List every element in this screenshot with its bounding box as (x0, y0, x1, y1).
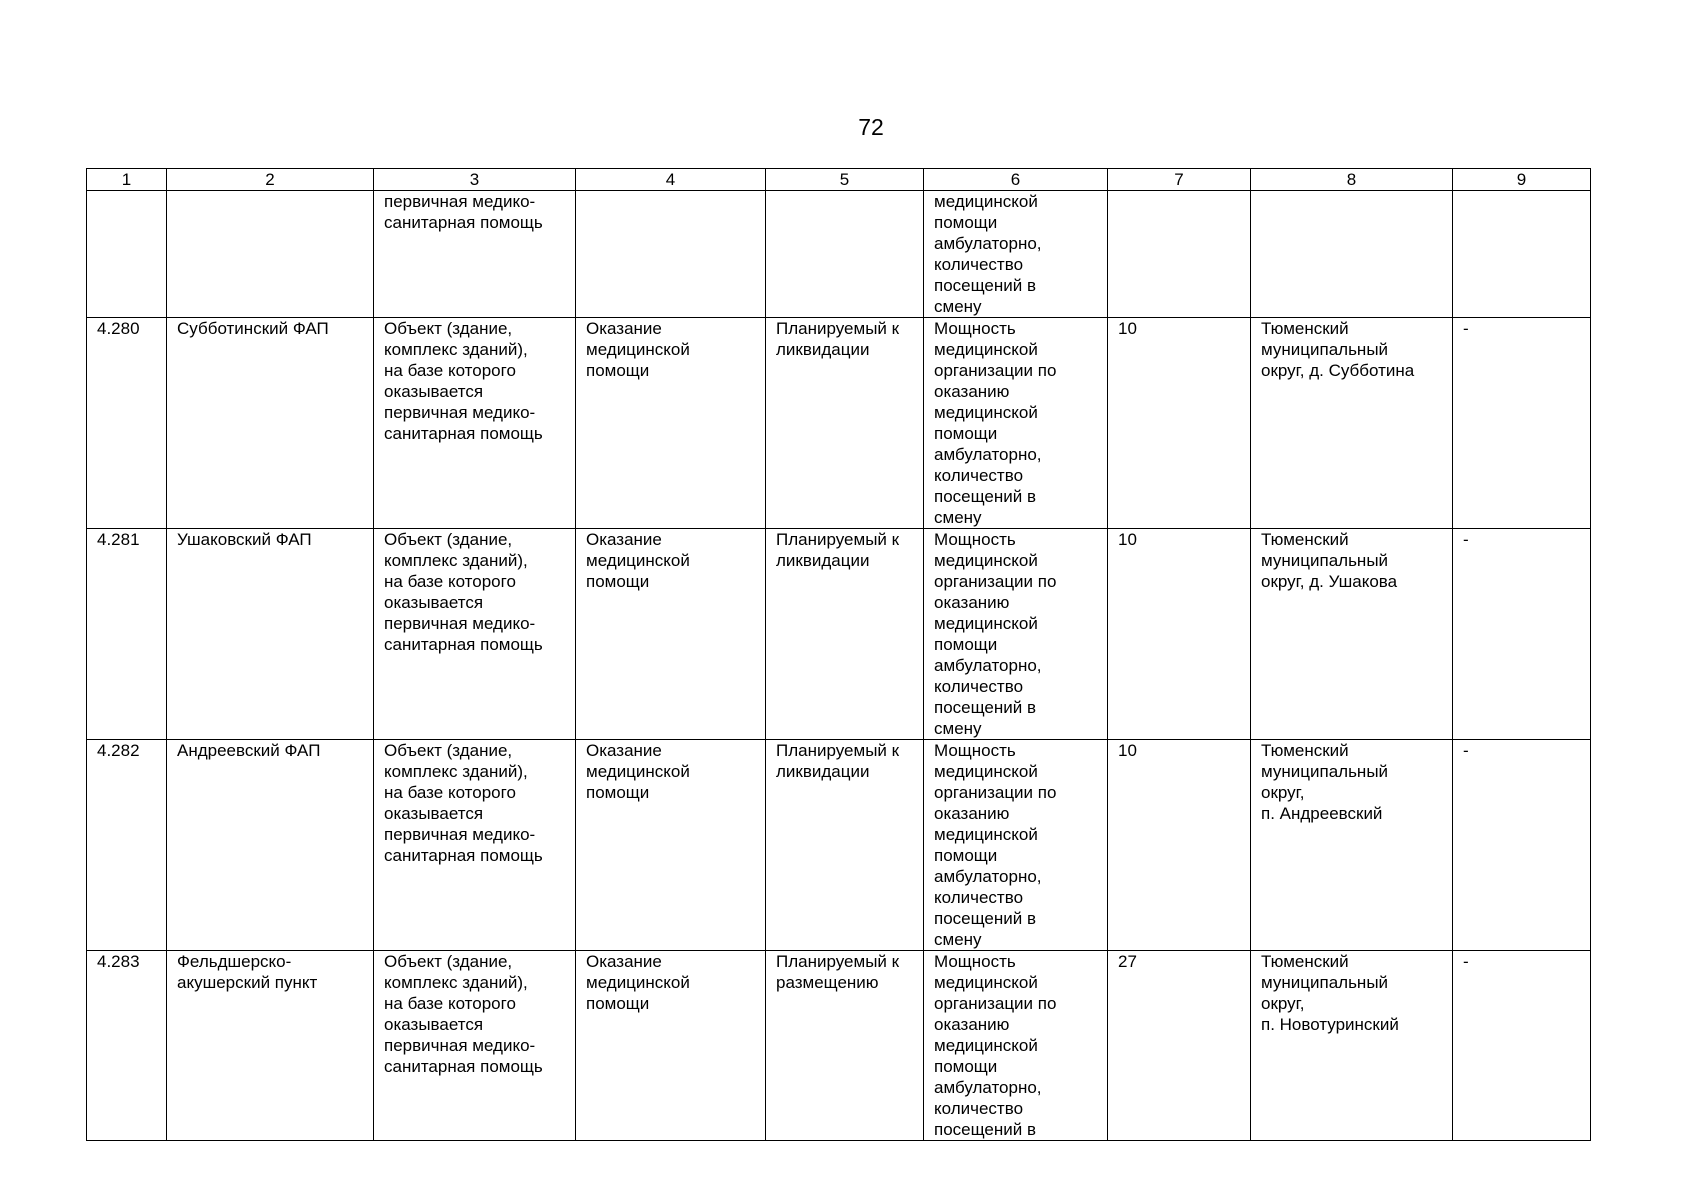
row-number-cell: 4.281 (87, 529, 167, 740)
object-zone-cell: - (1453, 318, 1591, 529)
cell-text-line: Тюменский (1261, 741, 1349, 760)
column-number-header-row (87, 169, 1591, 191)
table-row (87, 951, 1591, 1141)
object-value-cell: 10 (1108, 318, 1251, 529)
object-status-cell (766, 529, 924, 740)
object-type-cell (374, 529, 576, 740)
column-number-header: 3 (374, 169, 576, 191)
cell-text-line: санитарная помощь (384, 213, 543, 232)
object-value-cell: 27 (1108, 951, 1251, 1141)
cell-text-line: Объект (здание, (384, 319, 513, 338)
object-purpose-cell (576, 529, 766, 740)
cell-text-line: Ушаковский ФАП (177, 530, 312, 549)
cell-text-line: оказывается (384, 593, 484, 612)
column-number-header: 4 (576, 169, 766, 191)
object-name-cell (167, 740, 374, 951)
cell-text-line: на базе которого (384, 783, 516, 802)
table-cell (576, 191, 766, 318)
cell-text-line: округ, д. Субботина (1261, 361, 1415, 380)
continuation-row (87, 191, 1591, 318)
cell-text-line: оказанию (934, 382, 1010, 401)
table-cell (1108, 191, 1251, 318)
cell-text-line: Оказание (586, 952, 662, 971)
cell-text-line: амбулаторно, (934, 234, 1042, 253)
cell-text-line: посещений в (934, 698, 1036, 717)
cell-text-line: на базе которого (384, 572, 516, 591)
row-number-cell: 4.282 (87, 740, 167, 951)
cell-text-line: оказывается (384, 804, 484, 823)
object-characteristic-cell (924, 740, 1108, 951)
cell-text-line: организации по (934, 783, 1057, 802)
object-type-cell (374, 951, 576, 1141)
object-purpose-cell (576, 318, 766, 529)
cell-text-line: посещений в (934, 276, 1036, 295)
cell-text-line: оказывается (384, 382, 484, 401)
cell-text-line: ликвидации (776, 762, 870, 781)
object-characteristic-cell (924, 318, 1108, 529)
cell-text-line: медицинской (934, 973, 1038, 992)
page-number: 72 (858, 114, 884, 140)
object-name-cell (167, 529, 374, 740)
cell-text-line: комплекс зданий), (384, 340, 528, 359)
cell-text-line: муниципальный (1261, 762, 1389, 781)
cell-text-line: округ, (1261, 994, 1305, 1013)
cell-text-line: медицинской (934, 762, 1038, 781)
cell-text-line: размещению (776, 973, 879, 992)
cell-text-line: первичная медико- (384, 403, 536, 422)
table-row (87, 529, 1591, 740)
object-location-cell (1251, 529, 1453, 740)
column-number-header: 1 (87, 169, 167, 191)
cell-text-line: количество (934, 677, 1024, 696)
cell-text-line: округ, (1261, 783, 1305, 802)
object-value-cell: 10 (1108, 740, 1251, 951)
cell-text-line: медицинской (934, 614, 1038, 633)
row-number-cell: 4.280 (87, 318, 167, 529)
object-status-cell (766, 740, 924, 951)
table-cell (167, 191, 374, 318)
cell-text-line: смену (934, 719, 982, 738)
cell-text-line: Андреевский ФАП (177, 741, 321, 760)
cell-text-line: медицинской (586, 762, 690, 781)
cell-text-line: Мощность (934, 319, 1016, 338)
cell-text-line: оказанию (934, 804, 1010, 823)
cell-text-line: амбулаторно, (934, 867, 1042, 886)
table-cell (766, 191, 924, 318)
cell-text-line: оказанию (934, 1015, 1010, 1034)
object-type-cell (374, 318, 576, 529)
cell-text-line: округ, д. Ушакова (1261, 572, 1398, 591)
cell-text-line: комплекс зданий), (384, 973, 528, 992)
cell-text-line: Планируемый к (776, 741, 900, 760)
cell-text-line: помощи (934, 1057, 998, 1076)
cell-text-line: смену (934, 297, 982, 316)
cell-text-line: амбулаторно, (934, 445, 1042, 464)
cell-text-line: Мощность (934, 952, 1016, 971)
cell-text-line: медицинской (934, 340, 1038, 359)
cell-text-line: амбулаторно, (934, 1078, 1042, 1097)
object-zone-cell: - (1453, 951, 1591, 1141)
cell-text-line: Мощность (934, 530, 1016, 549)
cell-text-line: организации по (934, 572, 1057, 591)
object-status-cell (766, 318, 924, 529)
cell-text-line: медицинской (934, 192, 1038, 211)
cell-text-line: Объект (здание, (384, 952, 513, 971)
cell-text-line: медицинской (934, 551, 1038, 570)
cell-text-line: Оказание (586, 319, 662, 338)
cell-text-line: помощи (586, 994, 650, 1013)
object-purpose-cell (576, 951, 766, 1141)
table-cell (374, 191, 576, 318)
cell-text-line: на базе которого (384, 994, 516, 1013)
cell-text-line: муниципальный (1261, 973, 1389, 992)
row-number-cell: 4.283 (87, 951, 167, 1141)
cell-text-line: количество (934, 1099, 1024, 1118)
object-location-cell (1251, 318, 1453, 529)
object-purpose-cell (576, 740, 766, 951)
cell-text-line: Планируемый к (776, 952, 900, 971)
object-type-cell (374, 740, 576, 951)
cell-text-line: организации по (934, 994, 1057, 1013)
cell-text-line: комплекс зданий), (384, 551, 528, 570)
table-cell (87, 191, 167, 318)
cell-text-line: п. Андреевский (1261, 804, 1383, 823)
column-number-header: 2 (167, 169, 374, 191)
object-characteristic-cell (924, 951, 1108, 1141)
object-status-cell (766, 951, 924, 1141)
table-cell (1453, 191, 1591, 318)
cell-text-line: медицинской (586, 340, 690, 359)
cell-text-line: санитарная помощь (384, 424, 543, 443)
cell-text-line: помощи (934, 635, 998, 654)
table-cell (1251, 191, 1453, 318)
cell-text-line: помощи (586, 783, 650, 802)
table-row (87, 740, 1591, 951)
cell-text-line: Объект (здание, (384, 530, 513, 549)
cell-text-line: помощи (586, 572, 650, 591)
cell-text-line: количество (934, 466, 1024, 485)
cell-text-line: комплекс зданий), (384, 762, 528, 781)
cell-text-line: Мощность (934, 741, 1016, 760)
cell-text-line: амбулаторно, (934, 656, 1042, 675)
cell-text-line: посещений в (934, 487, 1036, 506)
object-zone-cell: - (1453, 740, 1591, 951)
cell-text-line: смену (934, 508, 982, 527)
cell-text-line: помощи (934, 213, 998, 232)
cell-text-line: Субботинский ФАП (177, 319, 329, 338)
cell-text-line: первичная медико- (384, 614, 536, 633)
cell-text-line: помощи (586, 361, 650, 380)
object-location-cell (1251, 740, 1453, 951)
table-cell (924, 191, 1108, 318)
column-number-header: 8 (1251, 169, 1453, 191)
cell-text-line: организации по (934, 361, 1057, 380)
cell-text-line: п. Новотуринский (1261, 1015, 1399, 1034)
cell-text-line: Фельдшерско- (177, 952, 292, 971)
cell-text-line: помощи (934, 424, 998, 443)
cell-text-line: санитарная помощь (384, 635, 543, 654)
column-number-header: 7 (1108, 169, 1251, 191)
cell-text-line: медицинской (934, 1036, 1038, 1055)
cell-text-line: Планируемый к (776, 319, 900, 338)
object-name-cell (167, 951, 374, 1141)
cell-text-line: посещений в (934, 909, 1036, 928)
object-zone-cell: - (1453, 529, 1591, 740)
object-location-cell (1251, 951, 1453, 1141)
cell-text-line: Планируемый к (776, 530, 900, 549)
cell-text-line: количество (934, 888, 1024, 907)
cell-text-line: первичная медико- (384, 825, 536, 844)
cell-text-line: муниципальный (1261, 551, 1389, 570)
cell-text-line: Оказание (586, 530, 662, 549)
cell-text-line: первичная медико- (384, 1036, 536, 1055)
objects-table (86, 168, 1591, 1141)
cell-text-line: Объект (здание, (384, 741, 513, 760)
cell-text-line: посещений в (934, 1120, 1036, 1139)
cell-text-line: медицинской (586, 973, 690, 992)
cell-text-line: первичная медико- (384, 192, 536, 211)
column-number-header: 9 (1453, 169, 1591, 191)
cell-text-line: Тюменский (1261, 952, 1349, 971)
cell-text-line: санитарная помощь (384, 846, 543, 865)
column-number-header: 6 (924, 169, 1108, 191)
cell-text-line: медицинской (934, 825, 1038, 844)
object-name-cell (167, 318, 374, 529)
object-value-cell: 10 (1108, 529, 1251, 740)
cell-text-line: ликвидации (776, 551, 870, 570)
column-number-header: 5 (766, 169, 924, 191)
cell-text-line: оказывается (384, 1015, 484, 1034)
object-characteristic-cell (924, 529, 1108, 740)
cell-text-line: медицинской (934, 403, 1038, 422)
cell-text-line: ликвидации (776, 340, 870, 359)
cell-text-line: Оказание (586, 741, 662, 760)
cell-text-line: количество (934, 255, 1024, 274)
cell-text-line: медицинской (586, 551, 690, 570)
cell-text-line: Тюменский (1261, 530, 1349, 549)
cell-text-line: смену (934, 930, 982, 949)
table-row (87, 318, 1591, 529)
cell-text-line: на базе которого (384, 361, 516, 380)
cell-text-line: санитарная помощь (384, 1057, 543, 1076)
cell-text-line: акушерский пункт (177, 973, 318, 992)
cell-text-line: Тюменский (1261, 319, 1349, 338)
cell-text-line: муниципальный (1261, 340, 1389, 359)
cell-text-line: оказанию (934, 593, 1010, 612)
cell-text-line: помощи (934, 846, 998, 865)
